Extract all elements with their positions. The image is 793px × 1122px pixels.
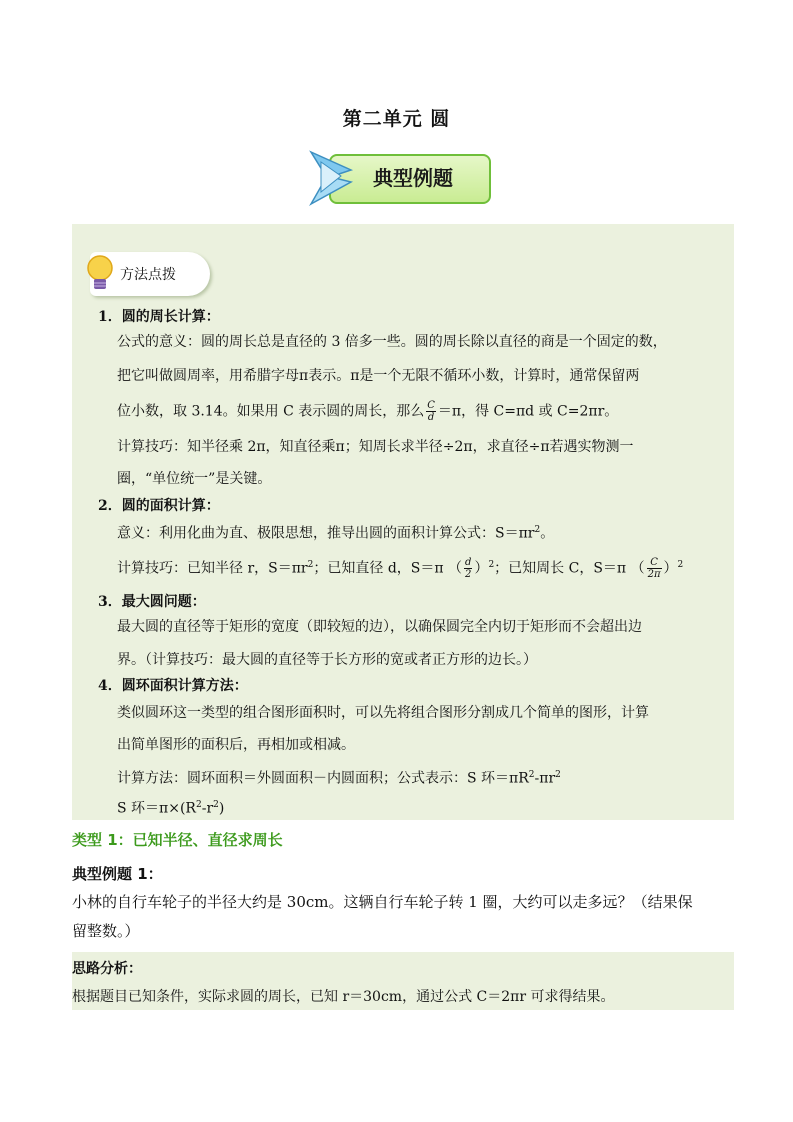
s2-line-2-e: ）	[663, 560, 678, 577]
c-over-d-fraction	[426, 400, 436, 423]
fraction-denominator: 2	[465, 569, 472, 581]
badge-label: 方法点拨	[120, 267, 176, 283]
superscript: 2	[488, 560, 495, 570]
section-banner	[307, 148, 489, 208]
example-1-line-1: 小林的自行车轮子的半径大约是 30cm。这辆自行车轮子转 1 圈，大约可以走多远？（结果保	[72, 893, 693, 911]
s4-line-4-a: S 环＝π×(R	[117, 800, 196, 817]
s3-line-2: 界。（计算技巧：最大圆的直径等于长方形的宽或者正方形的边长。）	[117, 652, 537, 668]
page-title: 第二单元 圆	[342, 108, 451, 130]
method-panel	[72, 224, 734, 820]
s1-line-3-b: ＝π，得 C=πd 或 C=2πr。	[437, 403, 619, 420]
section-2-heading: 2．圆的面积计算：	[98, 498, 220, 514]
s4-line-4-b: -r	[201, 800, 214, 817]
analysis-panel	[72, 952, 734, 1010]
superscript: 2	[555, 770, 561, 780]
s1-line-5: 圈，“单位统一”是关键。	[117, 471, 272, 487]
superscript: 2	[307, 560, 314, 570]
analysis-body: 根据题目已知条件，实际求圆的周长，已知 r＝30cm，通过公式 C＝2πr 可求得结果。	[72, 989, 615, 1005]
example-1-body	[72, 888, 734, 946]
s3-line-1: 最大圆的直径等于矩形的宽度（即较短的边），以确保圆完全内切于矩形而不会超出边	[117, 619, 642, 635]
s2-line-1-a: 意义：利用化曲为直、极限思想，推导出圆的面积计算公式：S＝πr	[117, 525, 535, 542]
section-1-heading: 1．圆的周长计算：	[98, 309, 220, 325]
example-1-line-2: 留整数。）	[72, 922, 140, 940]
fraction-numerator: d	[465, 557, 472, 569]
fraction-denominator: 2π	[647, 569, 661, 581]
lightbulb-icon	[82, 246, 122, 300]
fraction-numerator: C	[647, 557, 662, 569]
s1-line-2: 把它叫做圆周率，用希腊字母π表示。π是一个无限不循环小数，计算时，通常保留两	[117, 368, 640, 384]
section-4-heading: 4．圆环面积计算方法：	[98, 678, 248, 694]
section-3-heading: 3．最大圆问题：	[98, 594, 206, 610]
s2-line-2-a: 计算技巧：已知半径 r，S＝πr	[117, 560, 308, 577]
fraction-denominator: d	[427, 412, 435, 423]
superscript: 2	[528, 770, 535, 780]
s4-line-3-b: -πr	[534, 770, 556, 787]
s1-line-4: 计算技巧：知半径乘 2π，知直径乘π；知周长求半径÷2π，求直径÷π若遇实物测一	[117, 439, 634, 455]
example-1-heading: 典型例题 1：	[72, 865, 163, 883]
s2-line-2-d: ；已知周长 C，S＝π （	[494, 560, 645, 577]
s2-line-2-c: ）	[474, 560, 489, 577]
banner-label: 典型例题	[373, 166, 453, 190]
s1-line-3-a: 位小数，取 3.14。如果用 C 表示圆的周长，那么	[117, 403, 425, 420]
method-badge	[82, 246, 212, 300]
s4-line-1: 类似圆环这一类型的组合图形面积时，可以先将组合图形分割成几个简单的图形，计算	[117, 705, 649, 721]
analysis-title: 思路分析：	[72, 961, 142, 977]
s4-line-2: 出简单图形的面积后，再相加或相减。	[117, 737, 355, 753]
s1-line-1: 公式的意义：圆的周长总是直径的 3 倍多一些。圆的周长除以直径的商是一个固定的数，	[117, 334, 667, 350]
s1-line-3	[117, 400, 618, 423]
d-over-2-fraction	[464, 557, 472, 580]
type-1-heading: 类型 1：已知半径、直径求周长	[72, 831, 283, 849]
s2-line-2	[117, 555, 683, 580]
s4-line-4	[117, 795, 224, 819]
s4-line-4-c: )	[218, 800, 225, 817]
s4-line-3-a: 计算方法：圆环面积＝外圆面积－内圆面积；公式表示：S 环＝πR	[117, 770, 529, 787]
s2-line-1	[117, 520, 554, 544]
c-over-2pi-fraction	[647, 557, 662, 580]
fraction-numerator: C	[427, 400, 435, 411]
s2-line-1-b: 。	[540, 525, 555, 542]
superscript: 2	[195, 800, 202, 810]
s4-line-3	[117, 765, 561, 789]
superscript: 2	[213, 800, 219, 810]
superscript: 2	[534, 525, 541, 535]
superscript: 2	[677, 560, 684, 570]
s2-line-2-b: ；已知直径 d，S＝π （	[313, 560, 463, 577]
